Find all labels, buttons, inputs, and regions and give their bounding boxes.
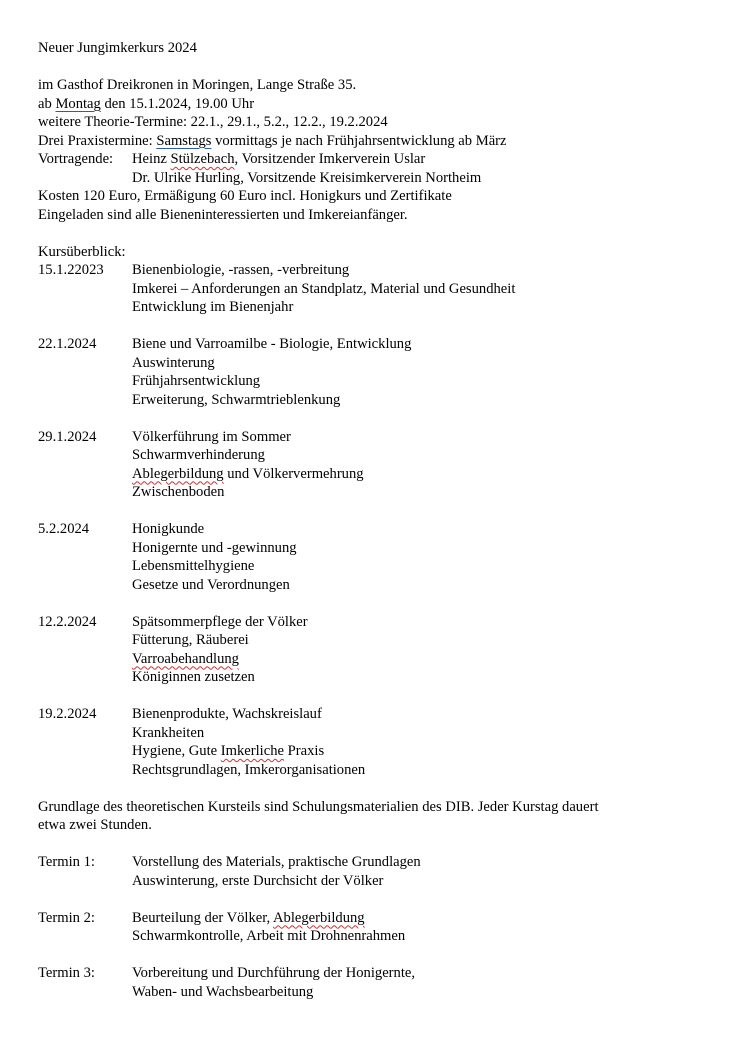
intro-location: im Gasthof Dreikronen in Moringen, Lange Straße 35. [38, 77, 357, 93]
practice-row [38, 909, 698, 928]
spacer [38, 409, 698, 428]
practice-row [38, 927, 698, 946]
practice-row [38, 964, 698, 983]
practice-row-label: Termin 1: [38, 854, 95, 870]
speaker-1 [132, 150, 698, 169]
session-row [38, 335, 698, 354]
intro-start-suffix: den 15.1.2024, 19.00 Uhr [100, 95, 255, 112]
session-row [38, 761, 698, 780]
session-row-label-empty [38, 539, 132, 558]
topic-text: Biene und Varroamilbe - Biologie, Entwicklung [132, 336, 412, 352]
topic-text-flagged: Varroabehandlung [132, 650, 239, 667]
spacer [38, 58, 698, 77]
spacer [38, 224, 698, 243]
topic-text-post: Praxis [283, 743, 325, 759]
topic-text: Vorbereitung und Durchführung der Honigernte, [132, 965, 416, 981]
topic-text-flagged: Ablegerbildung [132, 465, 224, 482]
topic-text: Schwarmkontrolle, Arbeit mit Drohnenrahmen [132, 928, 406, 944]
practice-row [38, 872, 698, 891]
topic-text: Vorstellung des Materials, praktische Grundlagen [132, 854, 421, 870]
topic-text [132, 909, 698, 928]
topic-text: Schwarmverhinderung [132, 447, 265, 463]
topic-text [132, 650, 698, 669]
session-row [38, 613, 698, 632]
practice-row-label-empty [38, 983, 132, 1002]
spacer [38, 687, 698, 706]
document-page [38, 39, 698, 1001]
session-row-label-empty [38, 668, 132, 687]
spacer [38, 779, 698, 798]
intro-costs: Kosten 120 Euro, Ermäßigung 60 Euro incl. Honigkurs und Zertifikate [38, 188, 452, 204]
session-row-label-empty [38, 354, 132, 373]
spacer [38, 835, 698, 854]
topic-text: Zwischenboden [132, 484, 225, 500]
intro-start-day: Montag [55, 95, 101, 112]
session-row-label-empty [38, 298, 132, 317]
topic-text-pre: Hygiene, Gute [132, 743, 221, 759]
intro-practice-prefix: Drei Praxistermine: [38, 132, 157, 149]
topic-text-flagged: Imkerliche [220, 743, 284, 759]
session-row-label-empty [38, 465, 132, 484]
topic-text: Fütterung, Räuberei [132, 632, 249, 648]
session-row [38, 483, 698, 502]
topic-text: Waben- und Wachsbearbeitung [132, 983, 314, 1000]
spacer [38, 946, 698, 965]
practice-row-label-empty [38, 927, 132, 946]
session-row [38, 354, 698, 373]
practice-row-label-empty [38, 872, 132, 891]
session-row [38, 557, 698, 576]
spacer [38, 502, 698, 521]
intro-theory-dates: weitere Theorie-Termine: 22.1., 29.1., 5.2., 12.2., 19.2.2024 [38, 114, 388, 130]
session-row-label-empty [38, 761, 132, 780]
topic-text: Entwicklung im Bienenjahr [132, 299, 294, 315]
spacer [38, 890, 698, 909]
session-row [38, 631, 698, 650]
topic-text: Königinnen zusetzen [132, 669, 255, 685]
speaker-1-name: Stülzebach [170, 151, 235, 167]
speakers-label: Vortragende: [38, 151, 114, 167]
session-row-label-empty [38, 576, 132, 595]
session-row [38, 428, 698, 447]
spacer [38, 594, 698, 613]
topic-text: Bienenbiologie, -rassen, -verbreitung [132, 262, 350, 278]
practice-row-label: Termin 3: [38, 965, 95, 981]
document-title: Neuer Jungimkerkurs 2024 [38, 40, 197, 56]
overview-heading: Kursüberblick: [38, 243, 126, 260]
intro-start-prefix: ab [38, 95, 56, 112]
topic-text: Rechtsgrundlagen, Imkerorganisationen [132, 761, 366, 778]
intro-practice-suffix: vormittags je nach Frühjahrsentwicklung ab März [211, 132, 507, 149]
session-row [38, 724, 698, 743]
session-row [38, 668, 698, 687]
topic-text: Lebensmittelhygiene [132, 558, 255, 574]
intro-speaker-1 [38, 150, 698, 169]
intro-speaker-2 [38, 169, 698, 188]
topic-text [132, 742, 698, 761]
session-row-label: 19.2.2024 [38, 706, 97, 722]
topic-text-post: und Völkervermehrung [223, 465, 364, 482]
speakers-label-empty [38, 169, 132, 188]
topic-text [132, 465, 698, 484]
practice-row [38, 853, 698, 872]
topic-text: Honigernte und -gewinnung [132, 539, 297, 556]
session-row [38, 446, 698, 465]
intro-invited: Eingeladen sind alle Bieneninteressierten und Imkereianfänger. [38, 206, 408, 223]
basis-line-1: Grundlage des theoretischen Kursteils sind Schulungsmaterialien des DIB. Jeder Kurstag dauert [38, 798, 599, 815]
session-row-label-empty [38, 724, 132, 743]
session-list [38, 261, 698, 798]
session-row-label-empty [38, 391, 132, 410]
intro-practice [38, 132, 698, 151]
session-row [38, 261, 698, 280]
session-row [38, 465, 698, 484]
session-row-label: 5.2.2024 [38, 521, 90, 537]
session-row [38, 539, 698, 558]
spacer [38, 317, 698, 336]
topic-text: Gesetze und Verordnungen [132, 576, 290, 593]
session-row-label: 15.1.22023 [38, 262, 104, 278]
session-row-label: 29.1.2024 [38, 428, 97, 445]
topic-text: Spätsommerpflege der Völker [132, 613, 308, 630]
session-row-label-empty [38, 483, 132, 502]
session-row-label-empty [38, 372, 132, 391]
intro-start [38, 95, 698, 114]
topic-text: Bienenprodukte, Wachskreislauf [132, 706, 322, 722]
practice-row [38, 983, 698, 1002]
intro-practice-day: Samstags [156, 132, 212, 149]
topic-text: Auswinterung, erste Durchsicht der Völker [132, 872, 384, 889]
topic-text-flagged: Ablegerbildung [273, 909, 365, 926]
topic-text: Auswinterung [132, 354, 215, 371]
speaker-2: Dr. Ulrike Hurling, Vorsitzende Kreisimkerverein Northeim [132, 169, 482, 186]
topic-text: Erweiterung, Schwarmtrieblenkung [132, 391, 341, 408]
session-row [38, 280, 698, 299]
session-row-label-empty [38, 742, 132, 761]
session-row-label-empty [38, 446, 132, 465]
session-row-label: 12.2.2024 [38, 613, 97, 630]
session-row [38, 576, 698, 595]
session-row [38, 650, 698, 669]
topic-text: Honigkunde [132, 521, 205, 537]
session-row-label-empty [38, 650, 132, 669]
session-row [38, 742, 698, 761]
session-row [38, 372, 698, 391]
session-row [38, 705, 698, 724]
topic-text: Frühjahrsentwicklung [132, 373, 261, 389]
basis-line-2: etwa zwei Stunden. [38, 817, 152, 833]
session-row-label-empty [38, 631, 132, 650]
session-row-label-empty [38, 280, 132, 299]
session-row [38, 391, 698, 410]
topic-text: Imkerei – Anforderungen an Standplatz, Material und Gesundheit [132, 280, 516, 297]
speaker-1-suffix: , Vorsitzender Imkerverein Uslar [234, 151, 426, 167]
topic-text-pre: Beurteilung der Völker, [132, 909, 273, 926]
topic-text: Krankheiten [132, 724, 205, 741]
session-row-label: 22.1.2024 [38, 336, 97, 352]
session-row-label-empty [38, 557, 132, 576]
speaker-1-prefix: Heinz [132, 151, 171, 167]
session-row [38, 298, 698, 317]
practice-row-label: Termin 2: [38, 909, 95, 926]
topic-text: Völkerführung im Sommer [132, 428, 291, 445]
practice-session-list [38, 853, 698, 1001]
session-row [38, 520, 698, 539]
